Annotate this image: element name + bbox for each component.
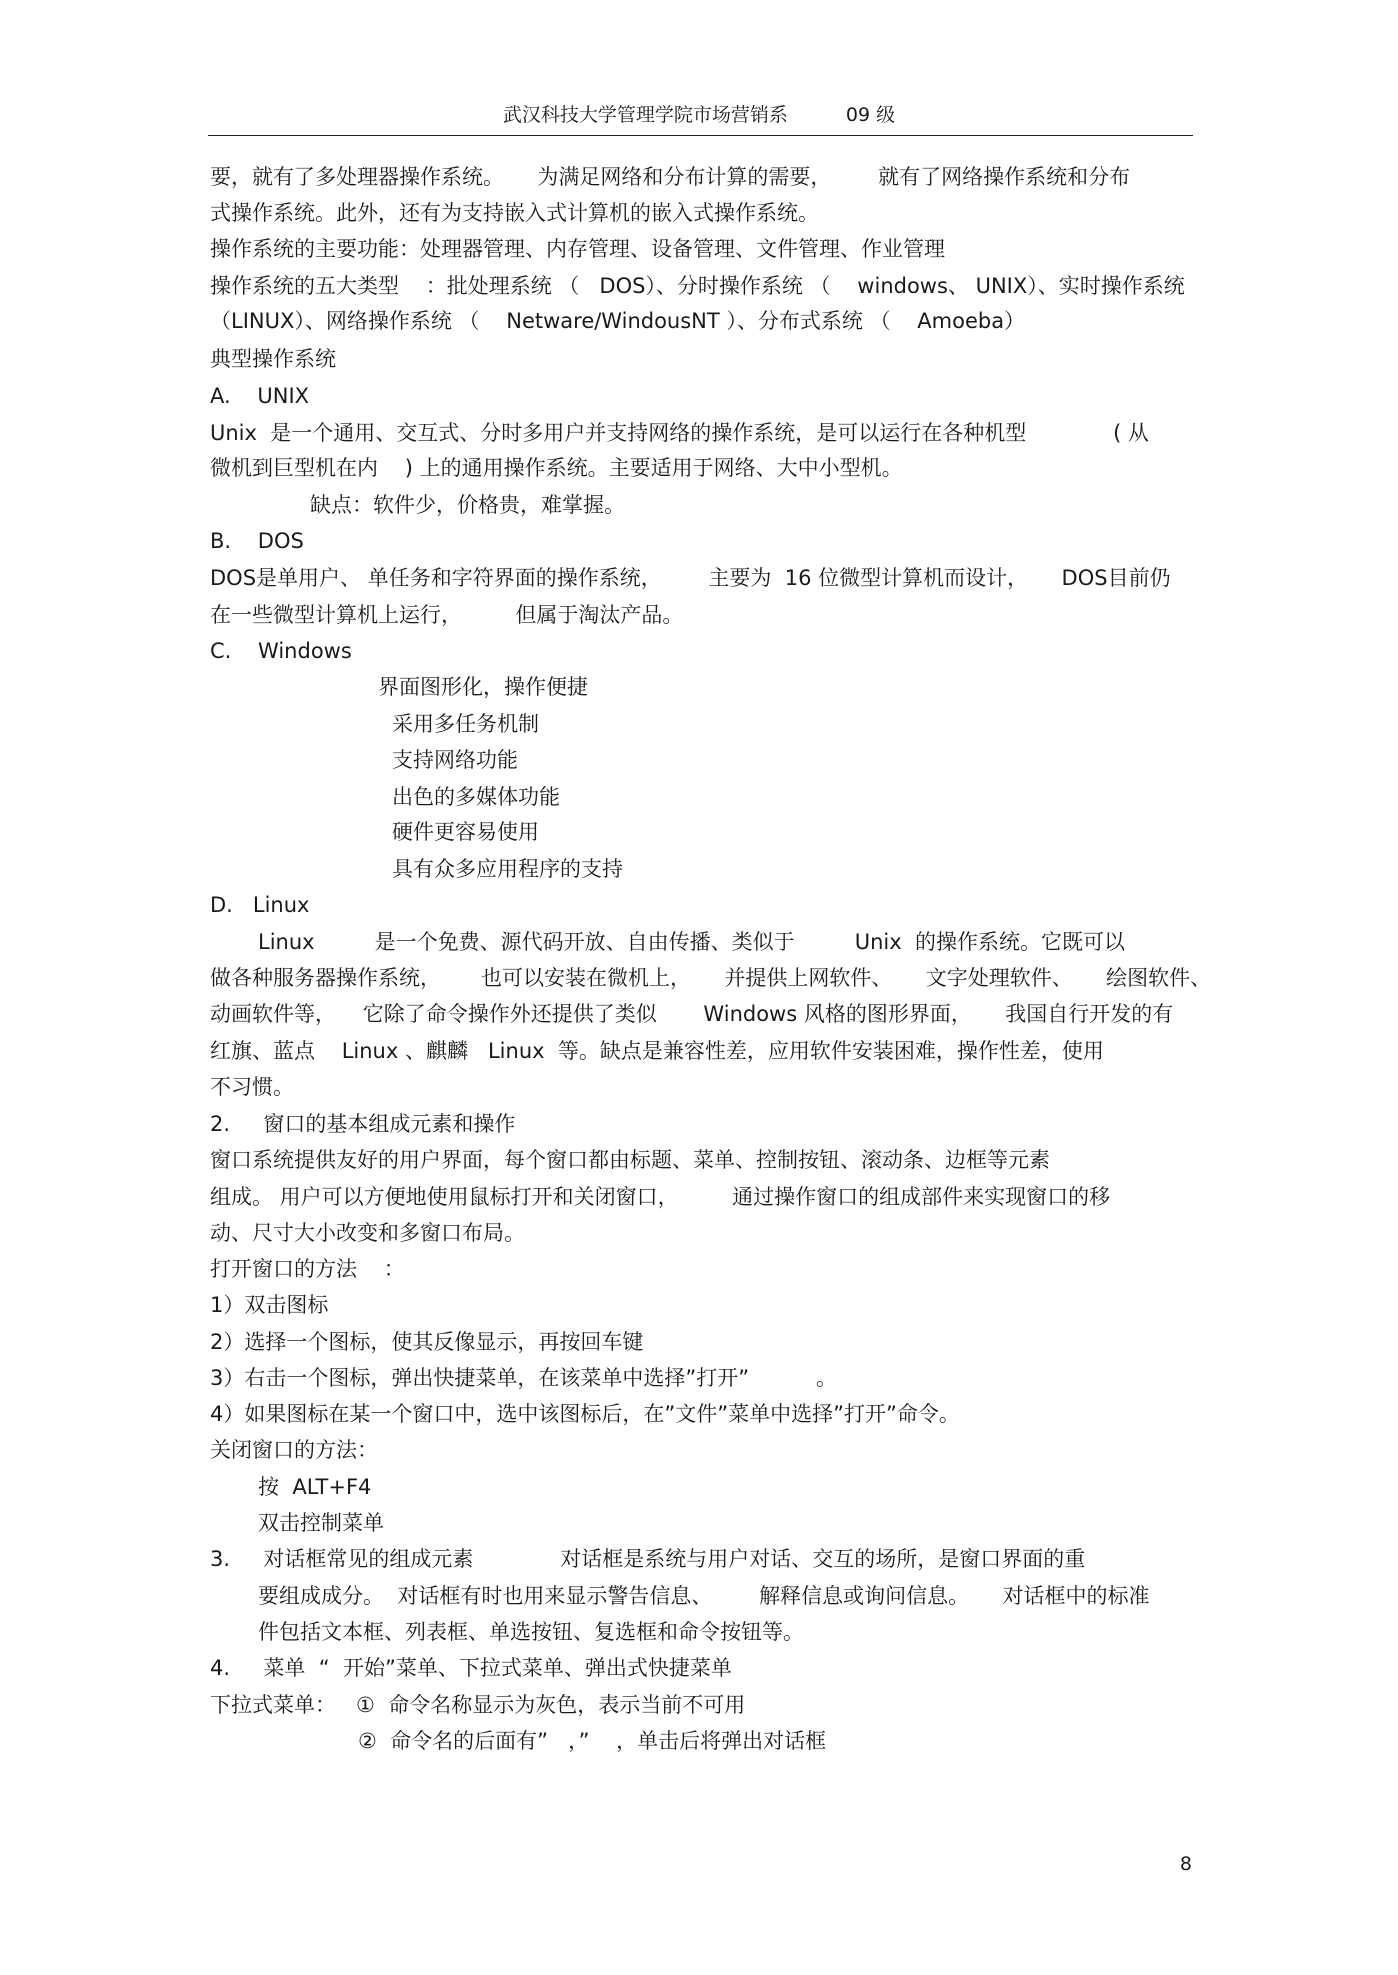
text-line: B. DOS bbox=[210, 529, 304, 553]
text-line: 具有众多应用程序的支持 bbox=[392, 857, 623, 881]
text-line: 支持网络功能 bbox=[392, 748, 518, 772]
text-line: 1）双击图标 bbox=[210, 1293, 329, 1317]
text-line: 要组成成分。 对话框有时也用来显示警告信息、 解释信息或询问信息。 对话框中的标准 bbox=[258, 1584, 1150, 1608]
text-line: 2）选择一个图标，使其反像显示，再按回车键 bbox=[210, 1330, 644, 1354]
text-line: 按 ALT+F4 bbox=[258, 1475, 372, 1499]
text-line: 不习惯。 bbox=[210, 1075, 294, 1099]
text-line: 操作系统的主要功能：处理器管理、内存管理、设备管理、文件管理、作业管理 bbox=[210, 237, 945, 261]
text-line: 式操作系统。此外，还有为支持嵌入式计算机的嵌入式操作系统。 bbox=[210, 201, 819, 225]
text-line: 典型操作系统 bbox=[210, 347, 336, 371]
text-line: 出色的多媒体功能 bbox=[392, 785, 560, 809]
text-line: 动、尺寸大小改变和多窗口布局。 bbox=[210, 1221, 525, 1245]
text-line: A. UNIX bbox=[210, 384, 310, 408]
text-line: 双击控制菜单 bbox=[258, 1511, 384, 1535]
text-line: 窗口系统提供友好的用户界面，每个窗口都由标题、菜单、控制按钮、滚动条、边框等元素 bbox=[210, 1148, 1050, 1172]
text-line: 要，就有了多处理器操作系统。 为满足网络和分布计算的需要， 就有了网络操作系统和分布 bbox=[210, 165, 1131, 189]
text-line: 关闭窗口的方法： bbox=[210, 1438, 378, 1462]
page-number: 8 bbox=[1179, 1853, 1192, 1875]
text-line: 4. 菜单 “ 开始”菜单、下拉式菜单、弹出式快捷菜单 bbox=[210, 1656, 732, 1680]
text-line: D. Linux bbox=[210, 893, 310, 917]
text-line: DOS是单用户、 单任务和字符界面的操作系统， 主要为 16 位微型计算机而设计， DOS目前仍 bbox=[210, 566, 1171, 590]
text-line: 做各种服务器操作系统， 也可以安装在微机上， 并提供上网软件、 文字处理软件、 绘图软件、 bbox=[210, 966, 1212, 990]
text-line: 打开窗口的方法 ： bbox=[210, 1257, 405, 1281]
text-line: 动画软件等， 它除了命令操作外还提供了类似 Windows 风格的图形界面， 我国自行开发的有 bbox=[210, 1002, 1174, 1026]
text-line: 下拉式菜单： ① 命令名称显示为灰色，表示当前不可用 bbox=[210, 1693, 746, 1717]
text-line: 3）右击一个图标，弹出快捷菜单，在该菜单中选择”打开” 。 bbox=[210, 1366, 837, 1390]
text-line: 采用多任务机制 bbox=[392, 712, 539, 736]
text-line: Linux 是一个免费、源代码开放、自由传播、类似于 Unix 的操作系统。它既可以 bbox=[258, 930, 1126, 954]
text-line: 组成。 用户可以方便地使用鼠标打开和关闭窗口， 通过操作窗口的组成部件来实现窗口的移 bbox=[210, 1185, 1111, 1209]
page-header bbox=[0, 100, 1398, 127]
text-line: 4）如果图标在某一个窗口中，选中该图标后，在”文件”菜单中选择”打开”命令。 bbox=[210, 1402, 960, 1426]
text-line: （LINUX）、网络操作系统 （ Netware/WindousNT ）、分布式系统 （ Amoeba） bbox=[210, 309, 1026, 333]
text-line: C. Windows bbox=[210, 639, 352, 663]
text-line: 界面图形化，操作便捷 bbox=[378, 675, 588, 699]
header-rule bbox=[208, 135, 1193, 136]
text-line: 在一些微型计算机上运行， 但属于淘汰产品。 bbox=[210, 603, 684, 627]
text-line: 操作系统的五大类型 ：批处理系统 （ DOS）、分时操作系统 （ windows、 UNIX）、实时操作系统 bbox=[210, 274, 1185, 298]
text-line: 硬件更容易使用 bbox=[392, 820, 539, 844]
text-line: 件包括文本框、列表框、单选按钮、复选框和命令按钮等。 bbox=[258, 1620, 804, 1644]
text-line: 2. 窗口的基本组成元素和操作 bbox=[210, 1112, 516, 1136]
header-title: 武汉科技大学管理学院市场营销系 bbox=[502, 104, 788, 126]
text-line: 缺点：软件少，价格贵，难掌握。 bbox=[310, 493, 625, 517]
header-grade: 09 级 bbox=[845, 104, 896, 126]
text-line: 微机到巨型机在内 ) 上的通用操作系统。主要适用于网络、大中小型机。 bbox=[210, 456, 903, 480]
text-line: Unix 是一个通用、交互式、分时多用户并支持网络的操作系统，是可以运行在各种机型 ( 从 bbox=[210, 421, 1149, 445]
text-line: 红旗、蓝点 Linux 、麒麟 Linux 等。缺点是兼容性差，应用软件安装困难，操作性差，使用 bbox=[210, 1039, 1104, 1063]
text-line: ② 命令名的后面有” ，” ，单击后将弹出对话框 bbox=[358, 1729, 827, 1753]
text-line: 3. 对话框常见的组成元素 对话框是系统与用户对话、交互的场所，是窗口界面的重 bbox=[210, 1547, 1086, 1571]
